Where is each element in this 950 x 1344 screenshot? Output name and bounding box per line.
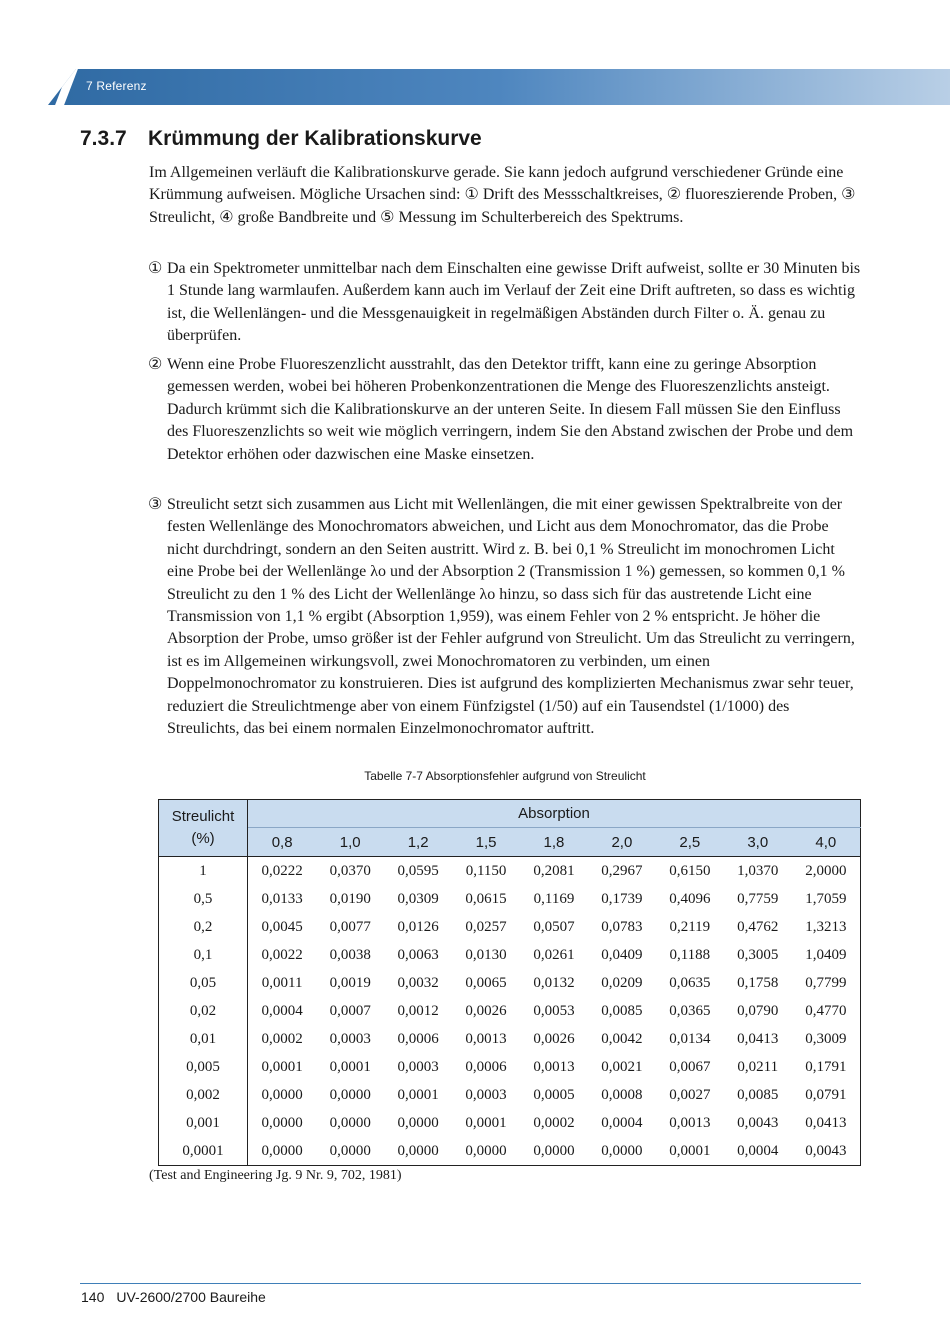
table-row — [159, 941, 861, 969]
absorption-error-cell: 0,0004 — [261, 1002, 303, 1019]
table-row — [159, 969, 861, 997]
absorption-error-cell: 0,3005 — [737, 946, 779, 963]
absorption-error-cell: 0,0004 — [601, 1114, 643, 1131]
table-row — [159, 1025, 861, 1053]
absorption-column-header: 0,8 — [248, 828, 317, 857]
absorption-error-cell: 0,0022 — [261, 946, 303, 963]
absorption-error-cell: 0,0615 — [465, 890, 507, 907]
absorption-error-cell: 0,0043 — [792, 1137, 861, 1166]
table-caption: Tabelle 7-7 Absorptionsfehler aufgrund von Streulicht — [364, 769, 646, 783]
absorption-error-cell: 0,0013 — [669, 1114, 711, 1131]
absorption-error-cell: 0,0000 — [329, 1114, 371, 1131]
absorption-error-cell: 0,0000 — [261, 1086, 303, 1103]
absorption-error-cell: 0,0132 — [533, 974, 575, 991]
absorption-error-cell: 0,0413 — [792, 1109, 861, 1137]
absorption-error-cell: 0,4770 — [792, 997, 861, 1025]
absorption-column-header: 2,0 — [588, 828, 656, 857]
absorption-error-cell: 0,0002 — [533, 1114, 575, 1131]
absorption-error-cell: 0,0134 — [669, 1030, 711, 1047]
absorption-error-cell: 0,0019 — [329, 974, 371, 991]
absorption-error-cell: 0,0309 — [397, 890, 439, 907]
stray-light-cell: 0,002 — [159, 1081, 248, 1109]
absorption-error-cell: 0,0211 — [737, 1058, 779, 1075]
absorption-error-cell: 0,0000 — [397, 1114, 439, 1131]
stray-light-cell: 0,001 — [159, 1109, 248, 1137]
absorption-error-cell: 0,0027 — [669, 1086, 711, 1103]
table-source-note: (Test and Engineering Jg. 9 Nr. 9, 702, 1981) — [149, 1168, 402, 1183]
absorption-error-cell: 0,0012 — [397, 1002, 439, 1019]
absorption-error-cell: 0,1739 — [601, 890, 643, 907]
absorption-error-cell: 0,1791 — [792, 1053, 861, 1081]
absorption-error-cell: 0,0006 — [465, 1058, 507, 1075]
section-heading — [80, 127, 482, 151]
absorption-error-cell: 0,7799 — [792, 969, 861, 997]
table-row — [159, 1109, 861, 1137]
absorption-column-header: 1,0 — [316, 828, 384, 857]
absorption-error-cell: 0,0002 — [261, 1030, 303, 1047]
absorption-error-cell: 0,1169 — [533, 890, 575, 907]
absorption-error-cell: 0,2081 — [533, 862, 575, 879]
table-row — [159, 913, 861, 941]
product-name: UV-2600/2700 Baureihe — [116, 1289, 266, 1305]
absorption-error-cell: 0,2119 — [669, 918, 711, 935]
list-item-stray-light — [148, 494, 862, 740]
stray-light-cell: 0,2 — [159, 913, 248, 941]
absorption-error-cell: 1,0370 — [737, 862, 779, 879]
absorption-error-cell: 0,0000 — [248, 1137, 317, 1166]
absorption-error-cell: 0,1758 — [737, 974, 779, 991]
stray-light-cell: 0,05 — [159, 969, 248, 997]
table-corner-header — [159, 800, 248, 857]
absorption-error-cell: 0,0045 — [261, 918, 303, 935]
absorption-error-cell: 0,0133 — [261, 890, 303, 907]
table-row — [159, 885, 861, 913]
absorption-group-header: Absorption — [248, 800, 861, 828]
intro-paragraph: Im Allgemeinen verläuft die Kalibrationskurve gerade. Sie kann jedoch aufgrund verschiedener Gründe eine Krümmung aufweisen. Mögliche Ursachen sind: ① Drift des Messschaltkreises, ② fluoreszierende Proben, ③ Streulicht, ④ große Bandbreite und ⑤ Messung im Schulterbereich des Spektrums. — [149, 164, 856, 226]
list-item-text-1: Da ein Spektrometer unmittelbar nach dem Einschalten eine gewisse Drift aufweist, sollte er 30 Minuten bis 1 Stunde lang warmlaufen. Außerdem kann auch im Verlauf der Zeit eine Drift auftreten, so dass es wichtig ist, die Wellenlängen- und die Messgenauigkeit in regelmäßigen Abständen durch Filter o. Ä. genau zu überprüfen. — [167, 260, 861, 345]
absorption-error-cell: 0,0000 — [329, 1086, 371, 1103]
absorption-error-cell: 0,0005 — [533, 1086, 575, 1103]
stray-light-cell: 0,0001 — [159, 1137, 248, 1166]
stray-light-cell: 0,005 — [159, 1053, 248, 1081]
absorption-error-cell: 0,0007 — [329, 1002, 371, 1019]
absorption-error-cell: 0,0000 — [316, 1137, 384, 1166]
list-marker-1: ① — [148, 260, 163, 277]
absorption-error-cell: 0,0038 — [329, 946, 371, 963]
absorption-error-cell: 0,3009 — [792, 1025, 861, 1053]
absorption-error-cell: 0,1188 — [669, 946, 711, 963]
absorption-error-cell: 0,0003 — [329, 1030, 371, 1047]
absorption-error-cell: 2,0000 — [792, 857, 861, 886]
absorption-error-cell: 0,0413 — [737, 1030, 779, 1047]
absorption-error-cell: 0,0126 — [397, 918, 439, 935]
table-row — [159, 1081, 861, 1109]
absorption-error-cell: 0,0190 — [329, 890, 371, 907]
absorption-error-cell: 0,0000 — [452, 1137, 520, 1166]
section-title: Krümmung der Kalibrationskurve — [148, 127, 482, 150]
table-body — [159, 857, 861, 1166]
absorption-error-cell: 0,0000 — [588, 1137, 656, 1166]
absorption-column-header: 1,8 — [520, 828, 588, 857]
absorption-error-cell: 0,0222 — [261, 862, 303, 879]
absorption-error-cell: 0,0001 — [465, 1114, 507, 1131]
absorption-error-cell: 1,3213 — [792, 913, 861, 941]
absorption-error-cell: 0,0507 — [533, 918, 575, 935]
stray-light-cell: 0,5 — [159, 885, 248, 913]
absorption-error-cell: 0,0000 — [261, 1114, 303, 1131]
chapter-header-band — [48, 69, 950, 105]
absorption-column-header: 1,5 — [452, 828, 520, 857]
list-marker-3: ③ — [148, 496, 163, 513]
absorption-error-cell: 0,0000 — [520, 1137, 588, 1166]
stray-light-cell: 0,02 — [159, 997, 248, 1025]
absorption-error-cell: 0,0032 — [397, 974, 439, 991]
absorption-error-cell: 0,0026 — [465, 1002, 507, 1019]
table-row — [159, 1137, 861, 1166]
absorption-error-cell: 0,0043 — [737, 1114, 779, 1131]
absorption-error-cell: 0,0077 — [329, 918, 371, 935]
absorption-error-cell: 0,0783 — [601, 918, 643, 935]
absorption-error-cell: 0,0001 — [656, 1137, 724, 1166]
absorption-error-cell: 0,0053 — [533, 1002, 575, 1019]
absorption-error-cell: 0,6150 — [669, 862, 711, 879]
absorption-error-cell: 0,0261 — [533, 946, 575, 963]
absorption-error-cell: 0,0370 — [329, 862, 371, 879]
absorption-column-header: 2,5 — [656, 828, 724, 857]
absorption-column-header: 1,2 — [384, 828, 452, 857]
absorption-error-cell: 0,0085 — [601, 1002, 643, 1019]
list-item-fluorescence — [148, 354, 862, 466]
stray-light-header-label: Streulicht (%) — [171, 808, 235, 847]
absorption-error-cell: 0,0257 — [465, 918, 507, 935]
stray-light-cell: 1 — [159, 857, 248, 886]
absorption-error-cell: 0,0409 — [601, 946, 643, 963]
absorption-error-cell: 0,0021 — [601, 1058, 643, 1075]
absorption-error-cell: 0,0001 — [261, 1058, 303, 1075]
section-number: 7.3.7 — [80, 127, 127, 150]
absorption-error-cell: 0,7759 — [737, 890, 779, 907]
absorption-error-cell: 0,0085 — [737, 1086, 779, 1103]
absorption-error-cell: 0,0000 — [384, 1137, 452, 1166]
absorption-error-cell: 0,0011 — [261, 974, 303, 991]
absorption-error-cell: 0,0008 — [601, 1086, 643, 1103]
absorption-error-cell: 0,0001 — [397, 1086, 439, 1103]
table-row — [159, 1053, 861, 1081]
absorption-error-cell: 0,0004 — [724, 1137, 792, 1166]
stray-light-cell: 0,1 — [159, 941, 248, 969]
absorption-error-cell: 0,0791 — [792, 1081, 861, 1109]
absorption-error-cell: 0,0003 — [465, 1086, 507, 1103]
absorption-column-header: 4,0 — [792, 828, 861, 857]
absorption-error-cell: 0,0013 — [465, 1030, 507, 1047]
absorption-error-cell: 0,0065 — [465, 974, 507, 991]
list-item-text-3: Streulicht setzt sich zusammen aus Licht mit Wellenlängen, die mit einer gewissen Spektralbreite von der festen Wellenlänge des Monochromators abweichen, und Licht aus dem Monochromator, das die Probe nicht durchdringt, sondern an den Seiten austritt. Wird z. B. bei 0,1 % Streulicht im monochromen Licht eine Probe bei der Wellenlänge λo und der Absorption 2 (Transmission 1 %) gemessen, so kommen 0,1 % Streulicht zu den 1 % des Licht der Wellenlänge λo hinzu, so dass sich für das austretende Licht eine Transmission von 1,1 % ergibt (Absorption 1,959), was einem Fehler von 2 % entspricht. Je höher die Absorption der Probe, umso größer ist der Fehler aufgrund von Streulicht. Um das Streulicht zu verringern, ist es im Allgemeinen wirkungsvoll, zwei Monochromatoren zu verbinden, um einen Doppelmonochromator zu konstruieren. Dies ist aufgrund des komplizierten Mechanismus zwar sehr teuer, reduziert die Streulichtmenge aber von einem Fünfzigstel (1/50) auf ein Tausendstel (1/1000) des Streulichts, das bei einem normalen Einzelmonochromator auftritt. — [167, 496, 855, 738]
footer-rule — [80, 1283, 861, 1284]
list-item-drift — [148, 258, 862, 348]
absorption-error-cell: 0,0042 — [601, 1030, 643, 1047]
absorption-error-cell: 0,4096 — [669, 890, 711, 907]
absorption-error-cell: 1,0409 — [792, 941, 861, 969]
page-number: 140 — [81, 1289, 105, 1305]
absorption-error-cell: 0,0026 — [533, 1030, 575, 1047]
absorption-error-cell: 0,0595 — [397, 862, 439, 879]
chapter-header-label: 7 Referenz — [86, 79, 147, 93]
table-row — [159, 997, 861, 1025]
absorption-error-cell: 0,0209 — [601, 974, 643, 991]
absorption-error-cell: 0,0063 — [397, 946, 439, 963]
absorption-error-cell: 0,0635 — [669, 974, 711, 991]
list-marker-2: ② — [148, 356, 163, 373]
absorption-error-cell: 0,0013 — [533, 1058, 575, 1075]
absorption-error-cell: 0,1150 — [465, 862, 507, 879]
absorption-column-header-row — [159, 828, 861, 857]
absorption-error-cell: 0,0067 — [669, 1058, 711, 1075]
absorption-error-cell: 0,2967 — [601, 862, 643, 879]
absorption-error-table — [158, 799, 861, 1166]
absorption-error-cell: 0,0790 — [737, 1002, 779, 1019]
stray-light-cell: 0,01 — [159, 1025, 248, 1053]
absorption-error-cell: 1,7059 — [792, 885, 861, 913]
absorption-error-cell: 0,0365 — [669, 1002, 711, 1019]
absorption-error-cell: 0,0003 — [397, 1058, 439, 1075]
table-row — [159, 857, 861, 886]
absorption-error-cell: 0,0006 — [397, 1030, 439, 1047]
absorption-error-cell: 0,0130 — [465, 946, 507, 963]
page-footer — [81, 1289, 266, 1305]
absorption-error-cell: 0,0001 — [329, 1058, 371, 1075]
header-band-notch — [55, 69, 78, 105]
absorption-column-header: 3,0 — [724, 828, 792, 857]
absorption-error-cell: 0,4762 — [737, 918, 779, 935]
list-item-text-2: Wenn eine Probe Fluoreszenzlicht ausstrahlt, das den Detektor trifft, kann eine zu geringe Absorption gemessen werden, wobei bei höheren Probenkonzentrationen die Menge des Fluoreszenzlichts ansteigt. Dadurch krümmt sich die Kalibrationskurve an der unteren Seite. In diesem Fall müssen Sie den Einfluss des Fluoreszenzlichts so weit wie möglich verringern, indem Sie den Abstand zwischen der Probe und dem Detektor erhöhen oder dazwischen eine Maske einsetzen. — [167, 356, 854, 463]
